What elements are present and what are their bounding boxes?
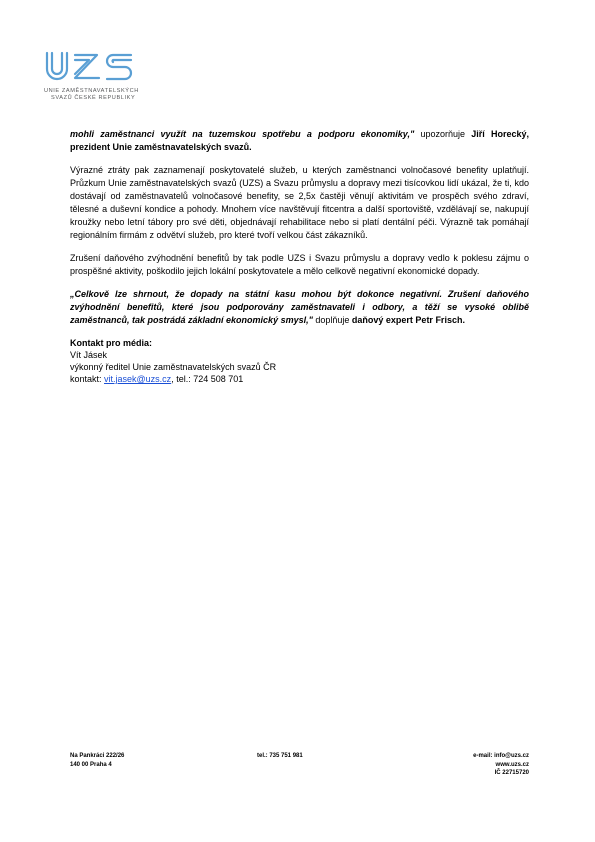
press-release-body	[70, 128, 529, 385]
footer-street: Na Pankráci 222/26	[70, 753, 125, 759]
contact-email-link[interactable]: vit.jasek@uzs.cz	[104, 374, 172, 384]
contact-prefix: kontakt:	[70, 374, 105, 384]
footer-address	[70, 752, 124, 769]
contact-line	[70, 373, 529, 385]
footer-city: 140 00 Praha 4	[70, 761, 112, 768]
uzs-logo-icon	[44, 50, 136, 82]
paragraph-1	[70, 128, 529, 154]
paragraph-4	[70, 288, 529, 327]
footer-ic: IČ 22715720	[494, 770, 529, 776]
quote-author-horecky: Jiří Horecký, prezident Unie zaměstnavatelských svazů.	[70, 129, 529, 152]
footer-phone	[257, 752, 303, 761]
contact-phone: , tel.: 724 508 701	[171, 374, 244, 384]
footer-tel: tel.: 735 751 981	[257, 753, 303, 759]
attribution-verb: upozorňuje	[414, 129, 472, 139]
footer-contact	[473, 752, 529, 778]
quote-author-frisch: daňový expert Petr Frisch.	[351, 315, 465, 325]
footer-email: e-mail: info@uzs.cz	[473, 753, 529, 759]
paragraph-2: Výrazné ztráty pak zaznamenají poskytovatelé služeb, u kterých zaměstnanci volnočasové benefity uplatňují. Průzkum Unie zaměstnavatelských svazů (UZS) a Svazu průmyslu a dopravy mezi tisícovkou lidí ukázal, že ti, kdo dostávají od zaměstnavatelů volnočasové benefity, se 2,5x častěji věnují aktivitám ve prospěch svého zdraví, tělesné a duševní kondice a pohody. Mnohem více navštěvují fitcentra a další sportoviště, vzdělávají se, nakupují kroužky nebo letní tábory pro své děti, objednávají rehabilitace nebo si platí dentální péči. Výrazně tak pomáhají regionálním firmám z odvětví služeb, pro které tvoří velkou část zákazníků.	[70, 165, 529, 240]
org-name-line2: SVAZŮ ČESKÉ REPUBLIKY	[51, 95, 136, 101]
media-contact	[70, 337, 529, 385]
quote-horecky-end: mohli zaměstnanci využít na tuzemskou spotřebu a podporu ekonomiky,"	[70, 129, 415, 139]
paragraph-3: Zrušení daňového zvýhodnění benefitů by tak podle UZS i Svazu průmyslu a dopravy vedlo k poklesu zájmu o prospěšné aktivity, poškodilo jejich lokální poskytovatele a mělo celkově negativní ekonomické dopady.	[70, 253, 529, 276]
org-logo	[44, 50, 144, 102]
contact-heading: Kontakt pro média:	[70, 338, 153, 348]
footer-web: www.uzs.cz	[495, 761, 529, 768]
quote-frisch: „Celkově lze shrnout, že dopady na státní kasu mohou být dokonce negativní. Zrušení daňového zvýhodnění benefitů, které jsou podporovány zaměstnavateli i odbory, a těží se vysoké oblibě zaměstnanců, tak postrádá základní ekonomický smysl,"	[70, 289, 529, 325]
contact-name: Vít Jásek	[70, 350, 108, 360]
attribution-verb: doplňuje	[312, 315, 352, 325]
org-name-line1: UNIE ZAMĚSTNAVATELSKÝCH	[44, 88, 139, 94]
contact-role: výkonný ředitel Unie zaměstnavatelských svazů ČR	[70, 362, 277, 372]
